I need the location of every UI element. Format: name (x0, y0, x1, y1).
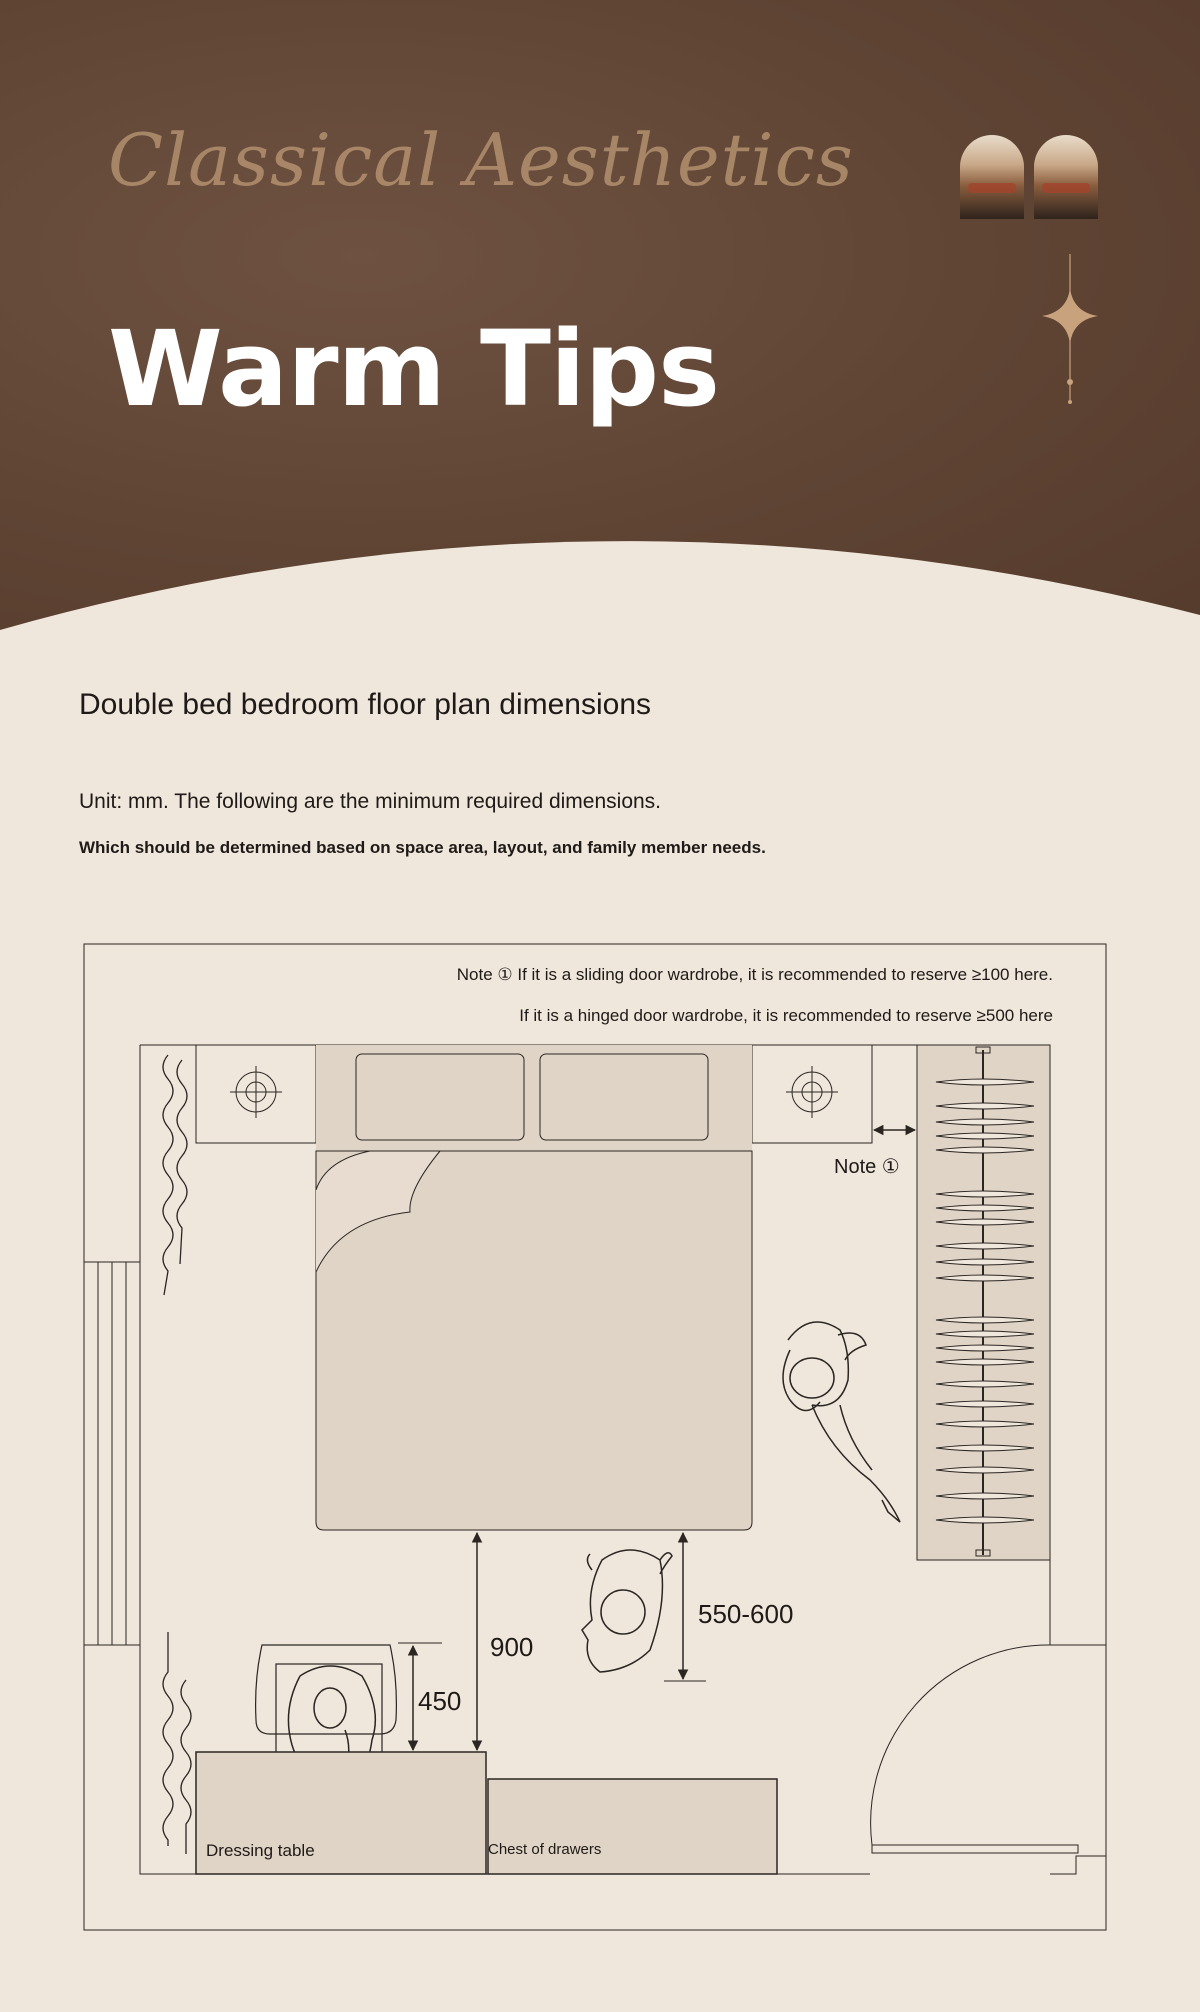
person-at-bed-icon (582, 1550, 672, 1672)
nightstand-left (196, 1045, 316, 1143)
curtain-top-inner (177, 1060, 187, 1264)
door (871, 1645, 1078, 1853)
dimension-900-label: 900 (490, 1632, 534, 1662)
room-wall-corner (1050, 1856, 1106, 1874)
chest-of-drawers (488, 1779, 777, 1874)
note-marker: Note ① (834, 1156, 900, 1178)
curtain-bottom-inner (181, 1680, 191, 1854)
person-at-wardrobe-icon (783, 1322, 900, 1522)
double-bed (316, 1045, 752, 1530)
chest-of-drawers-label: Chest of drawers (488, 1841, 602, 1858)
curtain-bottom (163, 1632, 173, 1846)
unit-note: Unit: mm. The following are the minimum required dimensions. (79, 790, 662, 813)
dimension-450-label: 450 (418, 1686, 462, 1716)
curtain-top (163, 1055, 173, 1295)
note-sliding: Note ① If it is a sliding door wardrobe, it is recommended to reserve ≥100 here. (456, 965, 1053, 984)
wardrobe (917, 1045, 1050, 1560)
note-hinged: If it is a hinged door wardrobe, it is recommended to reserve ≥500 here (519, 1006, 1053, 1025)
sub-note: Which should be determined based on space area, layout, and family member needs. (79, 838, 766, 857)
dressing-chair-icon (256, 1645, 397, 1754)
dimension-550-600-label: 550-600 (698, 1599, 794, 1629)
window (84, 1262, 140, 1645)
section-title: Double bed bedroom floor plan dimensions (79, 688, 652, 721)
page-title: Warm Tips (108, 308, 719, 430)
dressing-table-label: Dressing table (206, 1841, 315, 1860)
script-title: Classical Aesthetics (108, 118, 854, 202)
nightstand-right (752, 1045, 872, 1143)
